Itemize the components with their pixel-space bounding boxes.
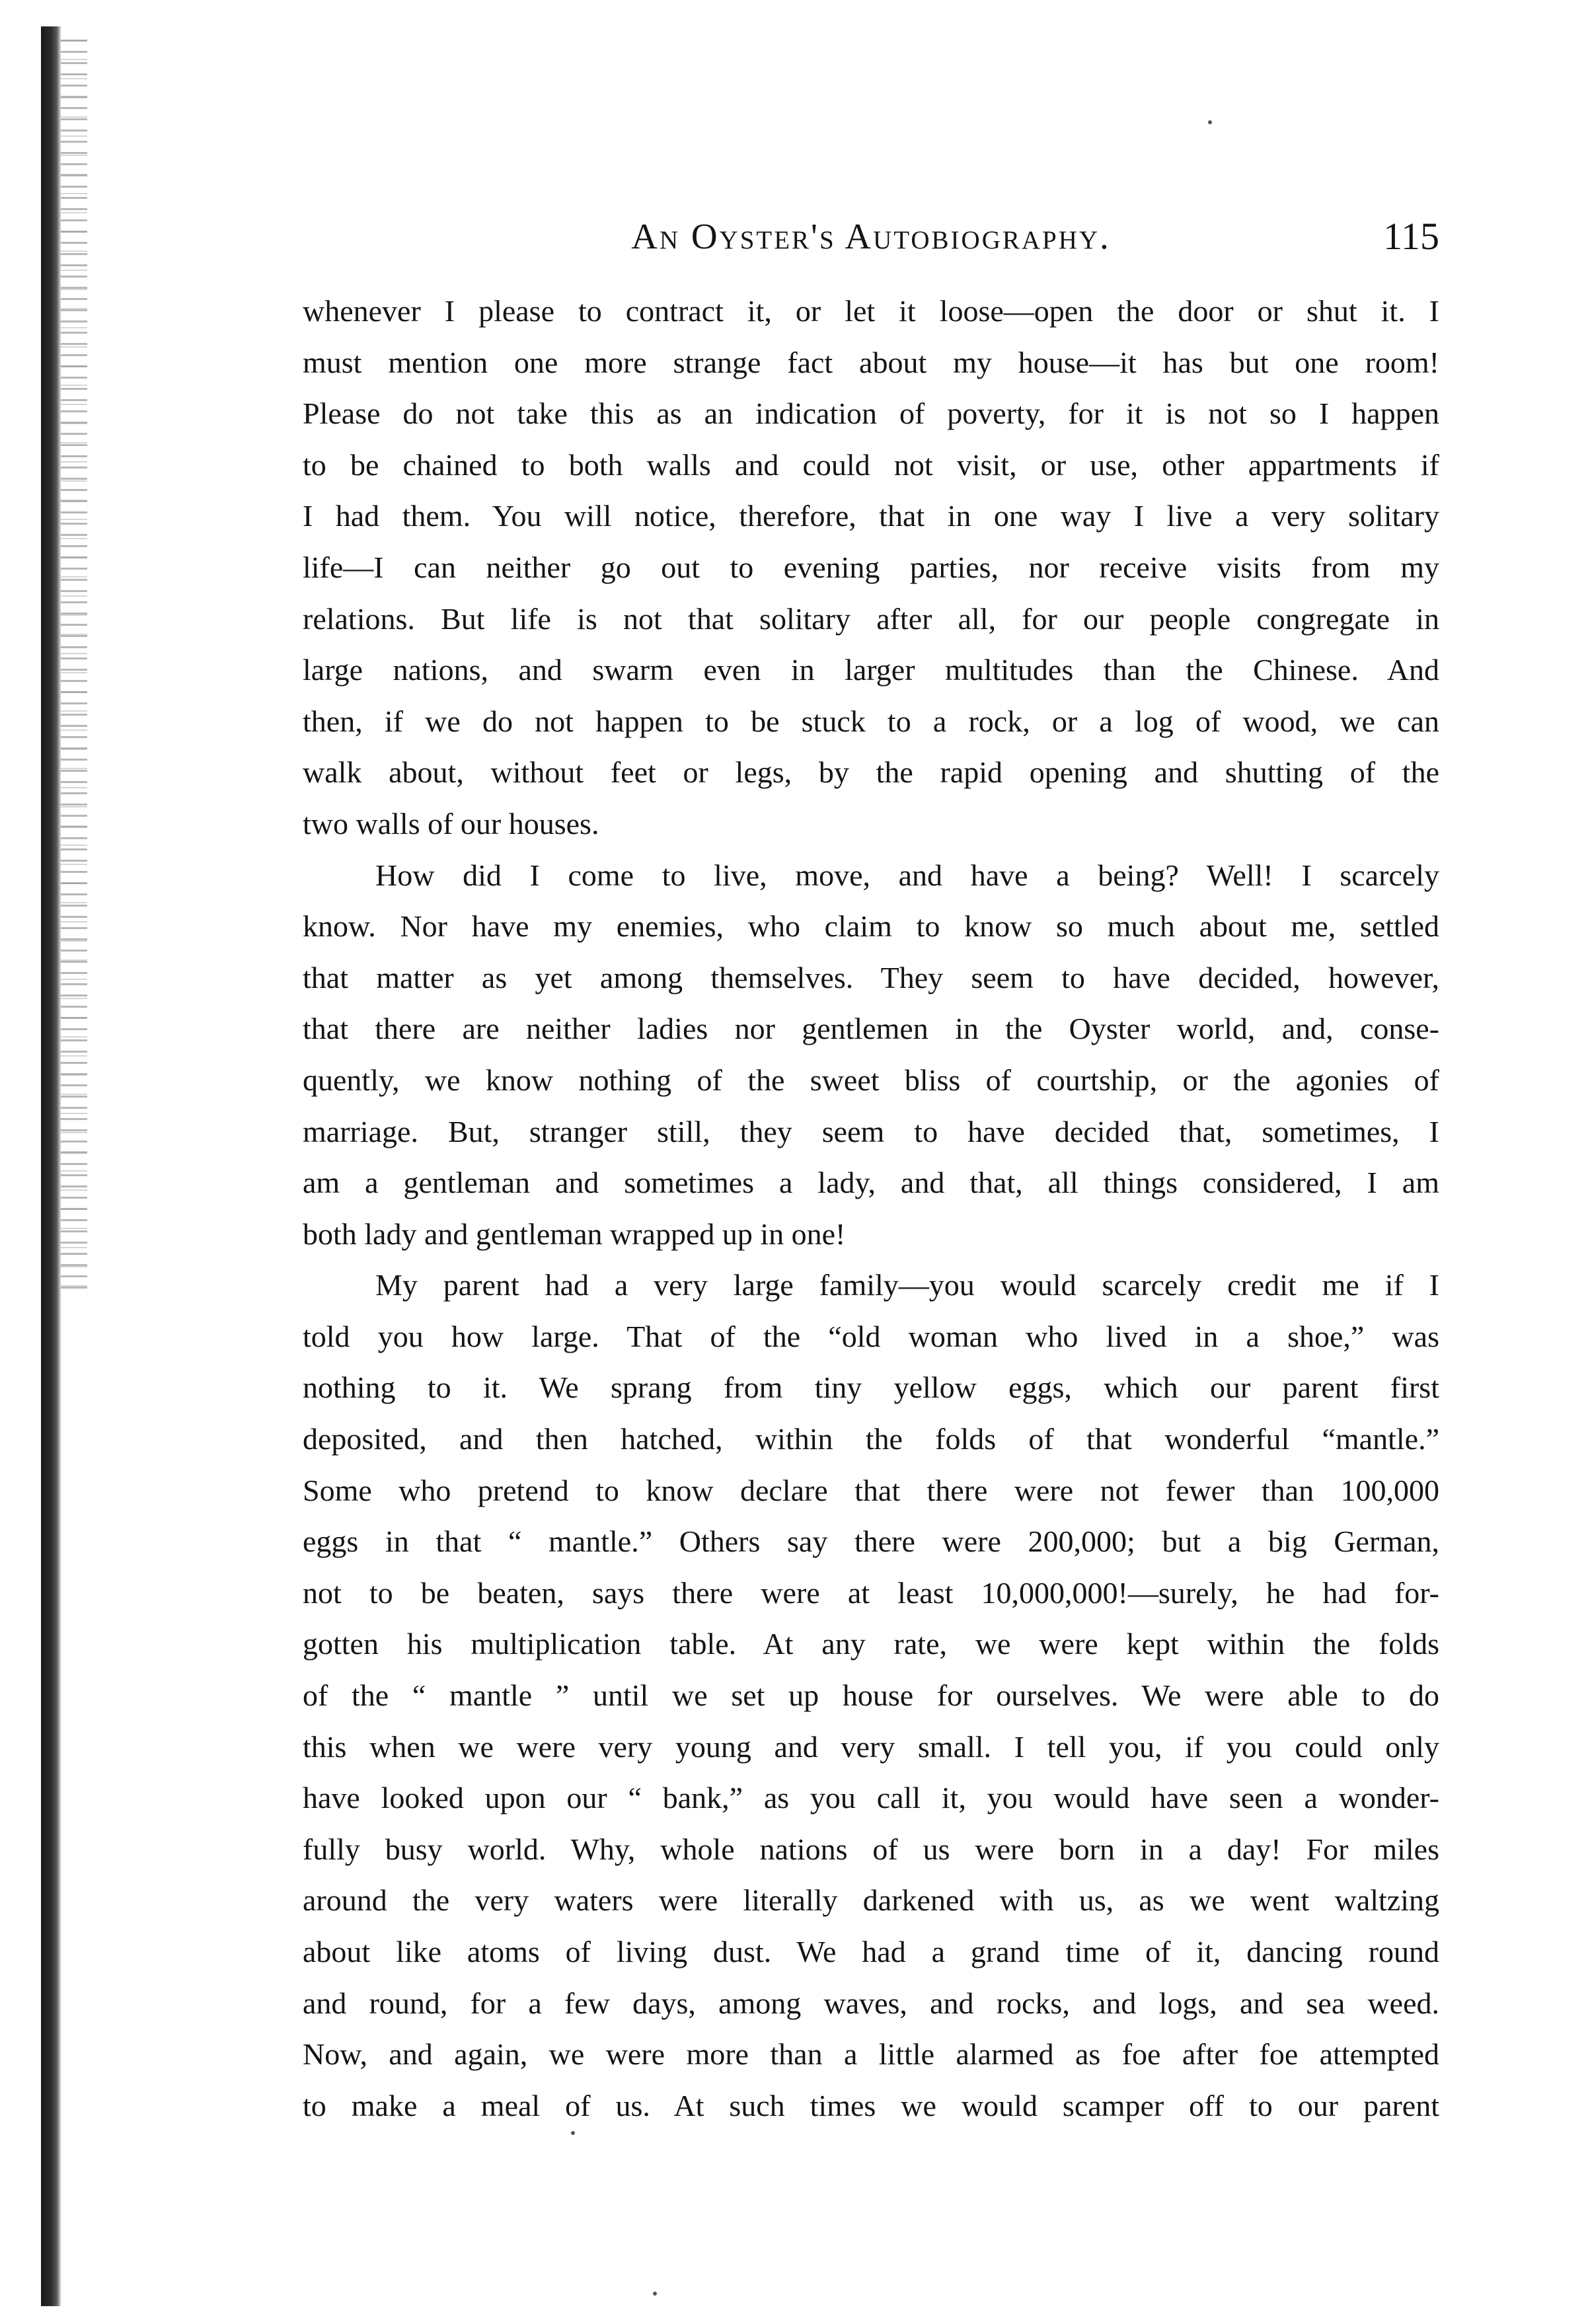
text-line: Now, and again, we were more than a little alarmed as foe after foe attempted	[303, 2037, 1439, 2072]
text-line: and round, for a few days, among waves, and rocks, and logs, and sea weed.	[303, 1986, 1439, 2020]
text-line: eggs in that “ mantle.” Others say there were 200,000; but a big German,	[303, 1524, 1439, 1559]
text-line: not to be beaten, says there were at least 10,000,000!—surely, he had for-	[303, 1575, 1439, 1610]
text-line: quently, we know nothing of the sweet bliss of courtship, or the agonies of	[303, 1063, 1439, 1097]
text-line: am a gentleman and sometimes a lady, and that, all things considered, I am	[303, 1166, 1439, 1200]
text-line: Please do not take this as an indication of poverty, for it is not so I happen	[303, 396, 1439, 431]
text-line: this when we were very young and very small. I tell you, if you could only	[303, 1729, 1439, 1764]
text-line: must mention one more strange fact about my house—it has but one room!	[303, 345, 1439, 379]
running-head	[303, 210, 1439, 263]
text-line: both lady and gentleman wrapped up in one!	[303, 1217, 846, 1251]
scan-speck	[1208, 120, 1212, 124]
text-line: large nations, and swarm even in larger multitudes than the Chinese. And	[303, 653, 1439, 687]
text-line: marriage. But, stranger still, they seem to have decided that, sometimes, I	[303, 1114, 1439, 1148]
text-line: told you how large. That of the “old woman who lived in a shoe,” was	[303, 1319, 1439, 1353]
text-line: two walls of our houses.	[303, 806, 599, 841]
text-line: relations. But life is not that solitary after all, for our people congregate in	[303, 601, 1439, 636]
scan-binding-speckle	[61, 40, 87, 1295]
text-line: fully busy world. Why, whole nations of us were born in a day! For miles	[303, 1832, 1439, 1866]
text-line: have looked upon our “ bank,” as you call it, you would have seen a wonder-	[303, 1781, 1439, 1815]
text-line: around the very waters were literally darkened with us, as we went waltzing	[303, 1883, 1439, 1918]
scan-speck	[653, 2292, 657, 2296]
scan-speck	[571, 2131, 575, 2135]
text-line: know. Nor have my enemies, who claim to know so much about me, settled	[303, 909, 1439, 944]
text-line: about like atoms of living dust. We had a grand time of it, dancing round	[303, 1935, 1439, 1968]
body-text	[303, 285, 1439, 2131]
text-line: life—I can neither go out to evening parties, nor receive visits from my	[303, 550, 1439, 584]
text-line: to be chained to both walls and could not visit, or use, other appartments if	[303, 447, 1439, 482]
text-line: How did I come to live, move, and have a being? Well! I scarcely	[375, 858, 1439, 892]
text-line: deposited, and then hatched, within the folds of that wonderful “mantle.”	[303, 1422, 1439, 1456]
running-title: An Oyster's Autobiography.	[631, 216, 1111, 256]
text-line: nothing to it. We sprang from tiny yellow eggs, which our parent first	[303, 1370, 1439, 1405]
scan-binding-edge	[41, 26, 61, 2306]
text-line: Some who pretend to know declare that there were not fewer than 100,000	[303, 1473, 1439, 1507]
page-number: 115	[1383, 215, 1439, 258]
text-line: My parent had a very large family—you would scarcely credit me if I	[375, 1268, 1439, 1302]
text-line: I had them. You will notice, therefore, that in one way I live a very solitary	[303, 499, 1439, 533]
text-line: that there are neither ladies nor gentlemen in the Oyster world, and, conse-	[303, 1012, 1439, 1046]
text-line: that matter as yet among themselves. They seem to have decided, however,	[303, 960, 1439, 994]
text-line: walk about, without feet or legs, by the rapid opening and shutting of the	[303, 755, 1439, 790]
text-line: whenever I please to contract it, or let it loose—open the door or shut it. I	[303, 294, 1439, 328]
text-line: to make a meal of us. At such times we would scamper off to our parent	[303, 2088, 1439, 2122]
text-line: of the “ mantle ” until we set up house for ourselves. We were able to do	[303, 1678, 1439, 1713]
text-line: then, if we do not happen to be stuck to a rock, or a log of wood, we can	[303, 704, 1439, 738]
text-line: gotten his multiplication table. At any rate, we were kept within the folds	[303, 1627, 1439, 1661]
